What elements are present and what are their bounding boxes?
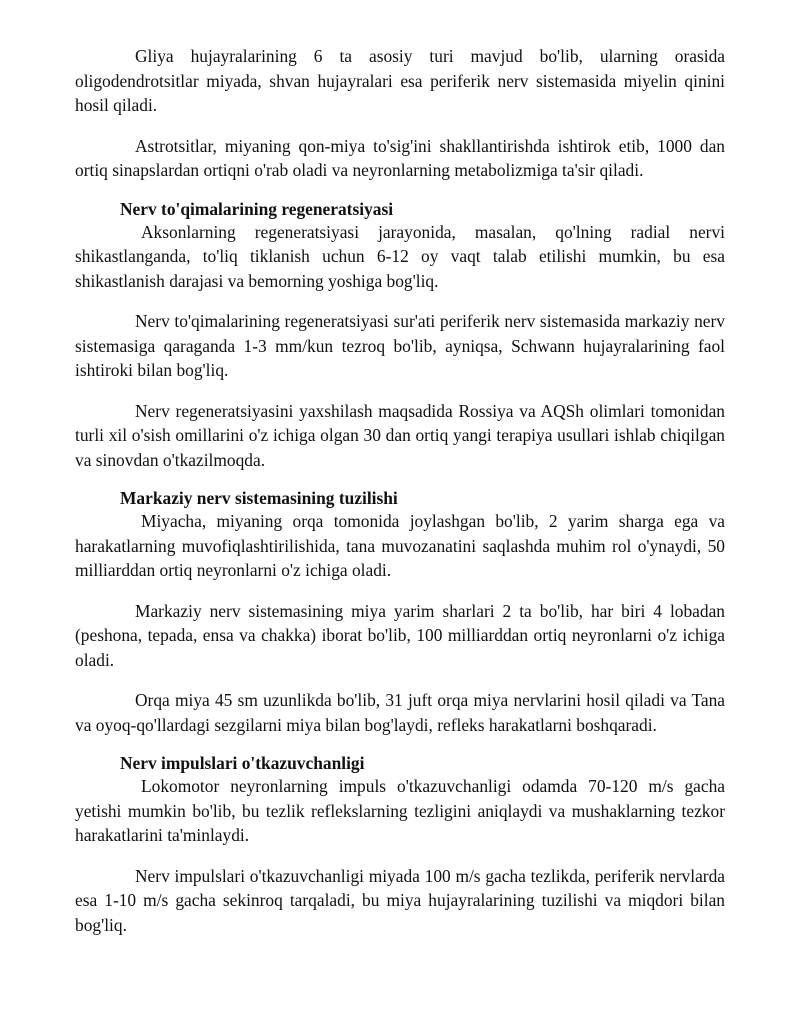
section-heading-impulse-conduction: Nerv impulslari o'tkazuvchanligi: [120, 753, 365, 773]
paragraph-axon-regeneration: Aksonlarning regeneratsiyasi jarayonida, masalan, qo'lning radial nervi shikastlanganda, to'liq tiklanish uchun 6-12 oy vaqt talab etilishi mumkin, bu esa shikastlanish darajasi va bemorning yoshiga bog'liq.: [75, 221, 725, 291]
paragraph-cerebellum: Miyacha, miyaning orqa tomonida joylashgan bo'lib, 2 yarim sharga ega va harakatlarning muvofiqlashtirilishida, tana muvozanatini saqlashda muhim rol o'ynaydi, 50 milliarddan ortiq neyronlarni o'z ichiga oladi.: [75, 511, 725, 580]
document-page: [75, 44, 725, 937]
paragraph-impulse-speed: Nerv impulslari o'tkazuvchanligi miyada 100 m/s gacha tezlikda, periferik nervlarda esa 1-10 m/s gacha sekinroq tarqaladi, bu miya hujayralarining tuzilishi va miqdori bilan bog'liq.: [75, 865, 725, 935]
paragraph-new-therapies: Nerv regeneratsiyasini yaxshilash maqsadida Rossiya va AQSh olimlari tomonidan turli xil o'sish omillarini o'z ichiga olgan 30 dan ortiq yangi terapiya usullari ishlab chiqilgan va sinovdan o'tkazilmoqda.: [75, 400, 725, 470]
paragraph-spinal-cord: Orqa miya 45 sm uzunlikda bo'lib, 31 juft orqa miya nervlarini hosil qiladi va Tana va oyoq-qo'llardagi sezgilarni miya bilan bog'laydi, refleks harakatlarni boshqaradi.: [75, 690, 725, 735]
section-heading-regeneration: Nerv to'qimalarining regeneratsiyasi: [120, 198, 394, 219]
paragraph-hemispheres: Markaziy nerv sistemasining miya yarim sharlari 2 ta bo'lib, har biri 4 lobadan (peshona, tepada, ensa va chakka) iborat bo'lib, 100 milliarddan ortiq neyronlarni o'z ichiga oladi.: [75, 600, 725, 670]
paragraph-astrocytes: Astrotsitlar, miyaning qon-miya to'sig'ini shakllantirishda ishtirok etib, 1000 dan ortiq sinapslardan ortiqni o'rab oladi va neyronlarning metabolizmiga ta'sir qiladi.: [75, 135, 725, 180]
section-heading-cns-structure: Markaziy nerv sistemasining tuzilishi: [120, 488, 398, 508]
paragraph-glia-types: Gliya hujayralarining 6 ta asosiy turi mavjud bo'lib, ularning orasida oligodendrotsitlar miyada, shvan hujayralari esa periferik nerv sistemasida miyelin qinini hosil qiladi.: [75, 46, 725, 115]
paragraph-regeneration-rate: Nerv to'qimalarining regeneratsiyasi sur'ati periferik nerv sistemasida markaziy nerv sistemasiga qaraganda 1-3 mm/kun tezroq bo'lib, ayniqsa, Schwann hujayralarining faol ishtiroki bilan bog'liq.: [75, 311, 725, 380]
paragraph-locomotor-neurons: Lokomotor neyronlarning impuls o'tkazuvchanligi odamda 70-120 m/s gacha yetishi mumkin bo'lib, bu tezlik reflekslarning tezligini aniqlaydi va mushaklarning tezkor harakatlarini ta'minlaydi.: [75, 776, 725, 845]
